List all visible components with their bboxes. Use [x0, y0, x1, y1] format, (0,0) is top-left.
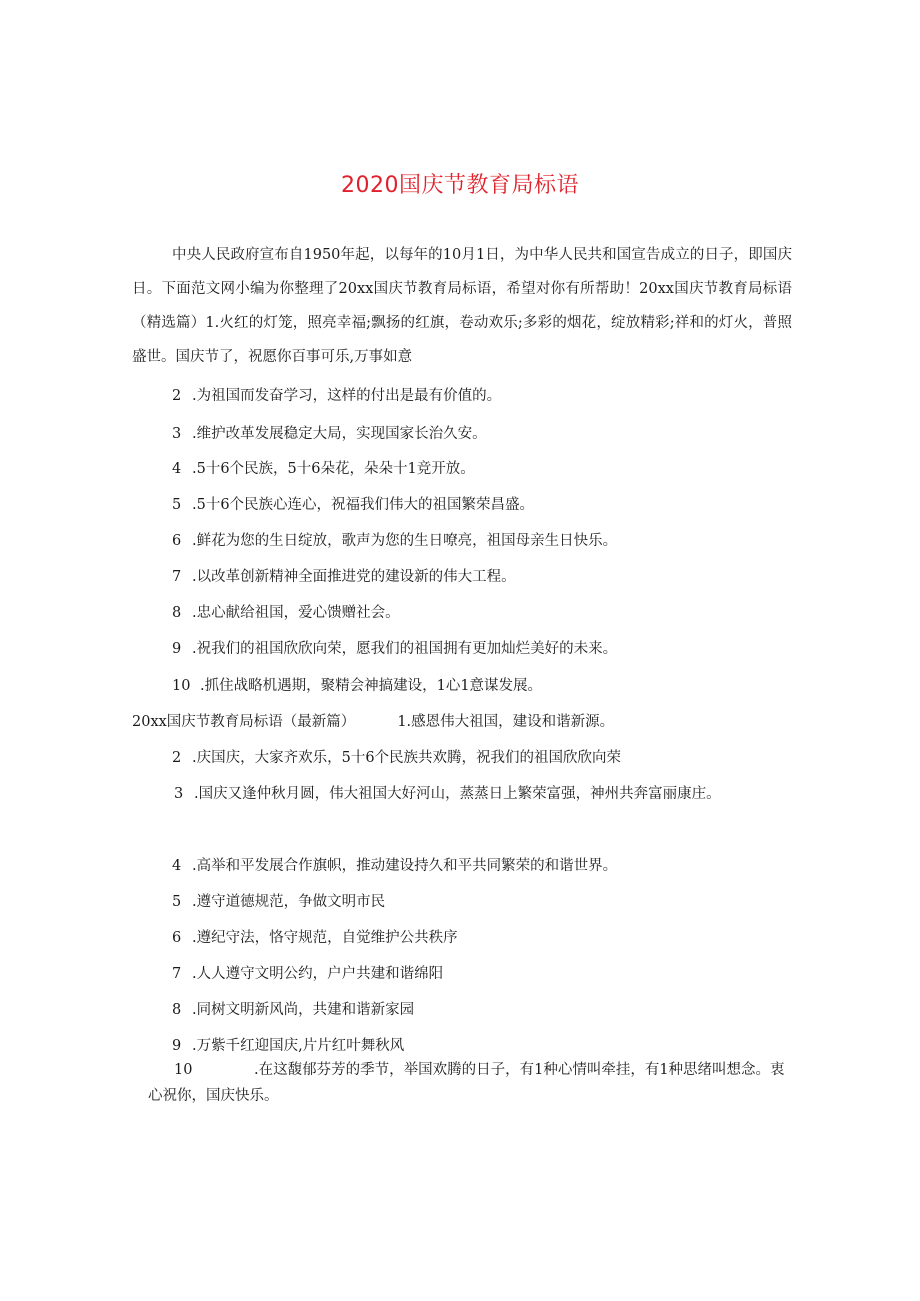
item-number: 9 [172, 1038, 182, 1054]
item-number: 9 [172, 641, 182, 657]
list-item [172, 424, 487, 444]
item-text: .祝我们的祖国欣欣向荣，愿我们的祖国拥有更加灿烂美好的未来。 [192, 641, 618, 657]
list-item [172, 567, 516, 587]
item-text: .抓住战略机遇期，聚精会神搞建设，1心1意谋发展。 [200, 678, 543, 694]
list-item [172, 495, 534, 515]
intro-paragraph: 中央人民政府宣布自1950年起，以每年的10月1日，为中华人民共和国宣告成立的日子，即国庆日。下面范文网小编为你整理了20xx国庆节教育局标语，希望对你有所帮助！20xx国庆节教育局标语（精选篇）1.火红的灯笼，照亮幸福;飘扬的红旗，卷动欢乐;多彩的烟花，绽放精彩;祥和的灯火，普照盛世。国庆节了，祝愿你百事可乐,万事如意 [132, 247, 792, 365]
list-item [172, 892, 385, 912]
item-number: 10 [174, 1062, 193, 1078]
item-number: 5 [172, 894, 182, 910]
item-text: .在这馥郁芬芳的季节，举国欢腾的日子，有1种心情叫牵挂，有1种思绪叫想念。衷心祝你，国庆快乐。 [148, 1062, 785, 1104]
item-number: 4 [172, 461, 182, 477]
item-text: .以改革创新精神全面推进党的建设新的伟大工程。 [192, 569, 516, 585]
item-number: 3 [174, 786, 184, 802]
item-text: .遵守道德规范，争做文明市民 [192, 894, 386, 910]
item-text: 1.感恩伟大祖国，建设和谐新源。 [397, 714, 615, 730]
item-number: 8 [172, 1002, 182, 1018]
item-number: 8 [172, 605, 182, 621]
list-item [148, 1057, 792, 1109]
item-text: .鲜花为您的生日绽放，歌声为您的生日嘹亮，祖国母亲生日快乐。 [192, 533, 618, 549]
item-number: 6 [172, 533, 182, 549]
item-text: .5十6个民族，5十6朵花，朵朵十1竞开放。 [192, 461, 475, 477]
item-text: .国庆又逢仲秋月圆，伟大祖国大好河山，蒸蒸日上繁荣富强，神州共奔富丽康庄。 [194, 786, 721, 802]
item-text: .高举和平发展合作旗帜，推动建设持久和平共同繁荣的和谐世界。 [192, 858, 618, 874]
item-number: 2 [172, 750, 182, 766]
list-item [172, 748, 621, 768]
item-number: 10 [172, 678, 191, 694]
item-number: 7 [172, 569, 182, 585]
item-text: .遵纪守法，恪守规范，自觉维护公共秩序 [192, 930, 458, 946]
list-item [172, 1000, 414, 1020]
item-text: .庆国庆，大家齐欢乐，5十6个民族共欢腾，祝我们的祖国欣欣向荣 [192, 750, 622, 766]
item-text: .5十6个民族心连心，祝福我们伟大的祖国繁荣昌盛。 [192, 497, 535, 513]
item-number: 6 [172, 930, 182, 946]
item-text: .维护改革发展稳定大局，实现国家长治久安。 [192, 426, 487, 442]
item-text: .同树文明新风尚，共建和谐新家园 [192, 1002, 415, 1018]
list-item [172, 964, 443, 984]
item-text: .忠心献给祖国，爱心馈赠社会。 [192, 605, 400, 621]
list-item [172, 603, 400, 623]
list-item [132, 776, 792, 812]
list-item [172, 531, 617, 551]
item-number: 4 [172, 858, 182, 874]
list-item [172, 928, 458, 948]
list-item [172, 386, 501, 406]
list-item [172, 639, 617, 659]
item-number: 5 [172, 497, 182, 513]
item-number: 7 [172, 966, 182, 982]
list-item [172, 459, 475, 479]
page-title: 2020国庆节教育局标语 [341, 173, 579, 198]
item-number: 3 [172, 426, 182, 442]
list-item [172, 856, 617, 876]
section-header [132, 712, 614, 732]
item-text: .人人遵守文明公约，户户共建和谐绵阳 [192, 966, 444, 982]
item-text: .为祖国而发奋学习，这样的付出是最有价值的。 [192, 388, 502, 404]
item-text: .万紫千红迎国庆,片片红叶舞秋风 [192, 1038, 405, 1054]
list-item [172, 676, 542, 696]
item-number: 2 [172, 388, 182, 404]
section-title: 20xx国庆节教育局标语（最新篇） [132, 714, 356, 730]
list-item [172, 1036, 404, 1056]
